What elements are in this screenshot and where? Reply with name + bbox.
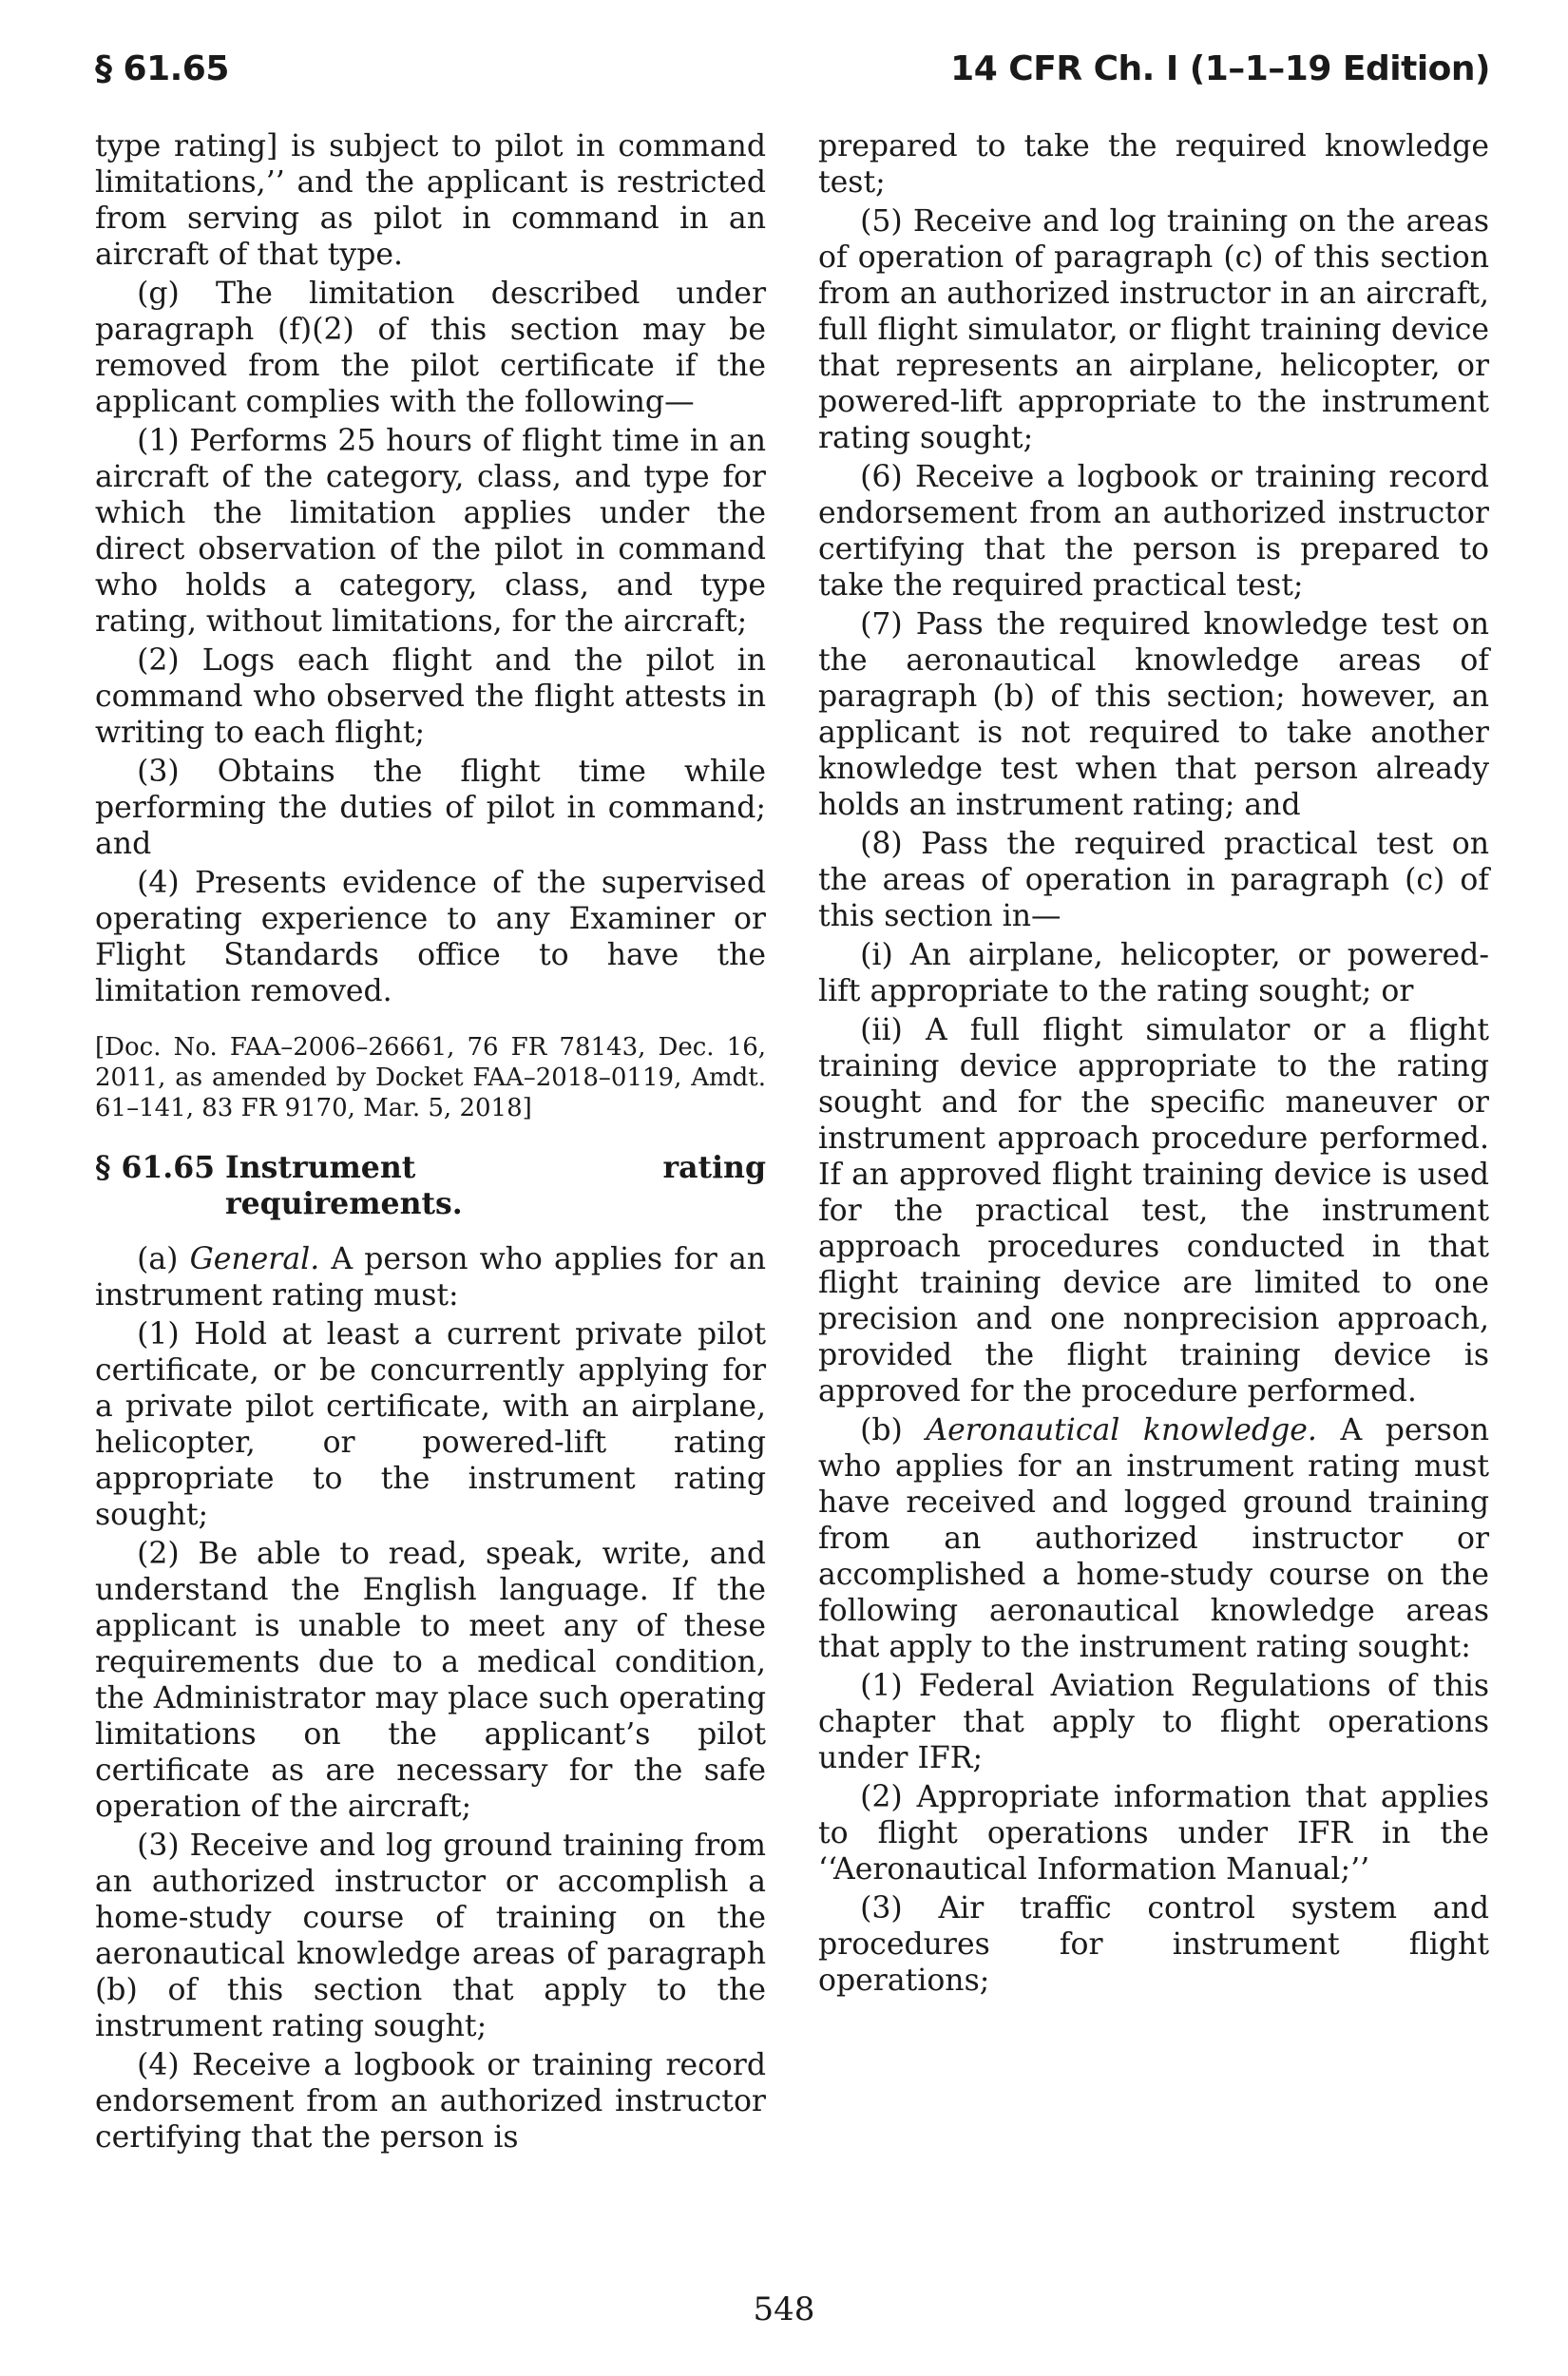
paragraph-g1: (1) Performs 25 hours of flight time in an aircraft of the category, class, and type for which the limitation applies under the direct observation of the pilot in command who holds a category, class, and type rating, without limitations, for the aircraft; — [95, 424, 766, 639]
paragraph-a5: (5) Receive and log training on the areas of operation of paragraph (c) of this section from an authorized instructor in an aircraft, full flight simulator, or flight training device that represents an airplane, helicopter, or powered-lift appropriate to the instrument rating sought; — [818, 204, 1489, 455]
paragraph-a-heading: General. — [189, 1242, 320, 1276]
running-head-edition: 14 CFR Ch. I (1–1–19 Edition) — [950, 49, 1490, 88]
paragraph-a2: (2) Be able to read, speak, write, and understand the English language. If the applicant is unable to meet any of these requirements due to a medical condition, the Administrator may place such operating limitations on the applicant’s pilot certificate as are necessary for the safe operation of the aircraft; — [95, 1537, 766, 1824]
paragraph-g4: (4) Presents evidence of the supervised operating experience to any Examiner or Flight Standards office to have the limitation removed. — [95, 866, 766, 1008]
paragraph-b — [818, 1412, 1489, 1665]
right-column — [818, 128, 1489, 2002]
paragraph-g3: (3) Obtains the flight time while performing the duties of pilot in command; and — [95, 755, 766, 861]
paragraph-a7: (7) Pass the required knowledge test on the aeronautical knowledge areas of paragraph (b) of this section; however, an applicant is not required to take another knowledge test when that person already holds an instrument rating; and — [818, 607, 1489, 822]
paragraph-a1: (1) Hold at least a current private pilot certificate, or be concurrently applying for a private pilot certificate, with an airplane, helicopter, or powered-lift rating appropriate to the instrument rating sought; — [95, 1317, 766, 1532]
paragraph-a8: (8) Pass the required practical test on the areas of operation in paragraph (c) of this section in— — [818, 827, 1489, 933]
page-number: 548 — [753, 2290, 815, 2328]
paragraph-a-text: A person who applies for an instrument rating must: — [95, 1242, 767, 1313]
running-head-section: § 61.65 — [95, 49, 229, 88]
paragraph-b-label: (b) — [860, 1413, 903, 1447]
section-symbol: § 61.65 — [95, 1150, 216, 1185]
paragraph-b3: (3) Air traffic control system and procedures for instrument flight operations; — [818, 1891, 1489, 1998]
paragraph-a8i: (i) An airplane, helicopter, or powered-lift appropriate to the rating sought; or — [818, 938, 1489, 1008]
left-column — [95, 128, 766, 2158]
amendment-citation: [Doc. No. FAA–2006–26661, 76 FR 78143, Dec. 16, 2011, as amended by Docket FAA–2018–0119, Amdt. 61–141, 83 FR 9170, Mar. 5, 2018] — [95, 1033, 766, 1122]
paragraph-a4-continued: prepared to take the required knowledge test; — [818, 129, 1489, 200]
paragraph-a4: (4) Receive a logbook or training record endorsement from an authorized instructor certifying that the person is — [95, 2048, 766, 2155]
paragraph-continuation: type rating] is subject to pilot in command limitations,’’ and the applicant is restricted from serving as pilot in command in an aircraft of that type. — [95, 129, 766, 272]
paragraph-b2: (2) Appropriate information that applies to flight operations under IFR in the ‘‘Aeronautical Information Manual;’’ — [818, 1780, 1489, 1887]
paragraph-a8ii: (ii) A full flight simulator or a flight training device appropriate to the rating sought and for the specific maneuver or instrument approach procedure performed. If an approved flight training device is used for the practical test, the instrument approach procedures conducted in that flight training device are limited to one precision and one nonprecision approach, provided the flight training device is approved for the procedure performed. — [818, 1013, 1489, 1408]
paragraph-g: (g) The limitation described under paragraph (f)(2) of this section may be removed from the pilot certificate if the applicant complies with the following— — [95, 277, 766, 419]
paragraph-b-text: A person who applies for an instrument rating must have received and logged ground training from an authorized instructor or accomplished a home-study course on the following aeronautical knowledge areas that apply to the instrument rating sought: — [818, 1413, 1489, 1664]
section-title: Instrument rating requirements. — [225, 1150, 766, 1221]
paragraph-b1: (1) Federal Aviation Regulations of this chapter that apply to flight operations under IFR; — [818, 1669, 1489, 1775]
paragraph-b-heading: Aeronautical knowledge. — [926, 1413, 1317, 1447]
paragraph-a3: (3) Receive and log ground training from an authorized instructor or accomplish a home-study course of training on the aeronautical knowledge areas of paragraph (b) of this section that apply to the instrument rating sought; — [95, 1829, 766, 2043]
paragraph-a6: (6) Receive a logbook or training record endorsement from an authorized instructor certifying that the person is prepared to take the required practical test; — [818, 460, 1489, 603]
paragraph-a-label: (a) — [137, 1242, 179, 1276]
paragraph-g2: (2) Logs each flight and the pilot in command who observed the flight attests in writing to each flight; — [95, 643, 766, 750]
section-heading — [95, 1150, 766, 1222]
paragraph-a — [95, 1241, 766, 1313]
